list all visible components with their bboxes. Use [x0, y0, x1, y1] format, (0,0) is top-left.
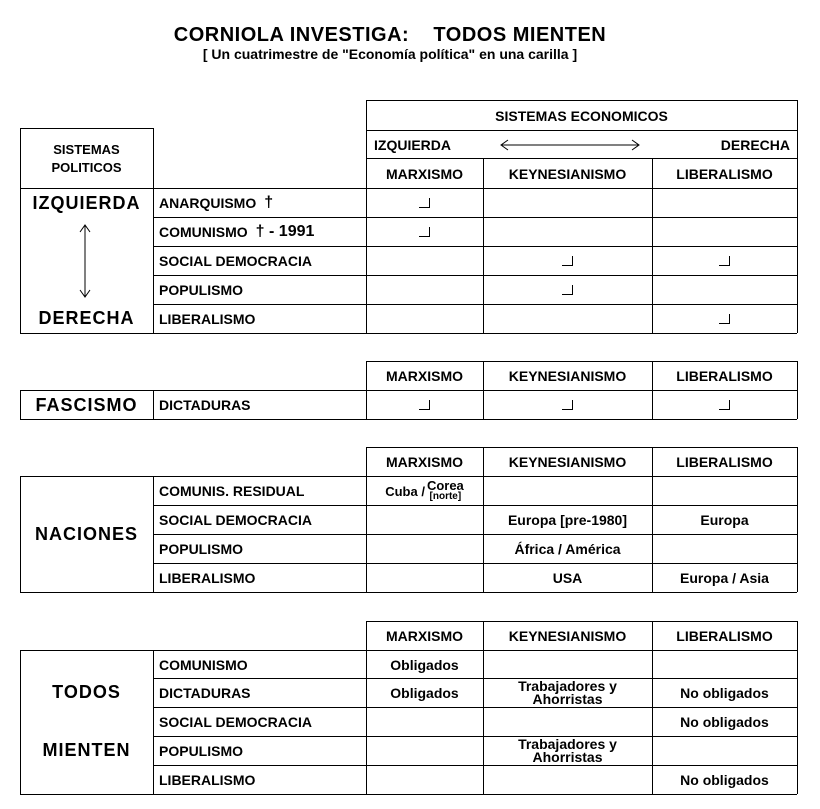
empty-cell: [483, 189, 652, 217]
col-liberalismo: LIBERALISMO: [676, 454, 773, 470]
cell-liberalismo: No obligados: [680, 685, 769, 701]
side-todos: TODOS: [52, 682, 121, 702]
empty-cell: [366, 305, 483, 333]
check-mark-icon: [483, 247, 652, 275]
col-marxismo: MARXISMO: [386, 454, 463, 470]
cell-keynesianismo: [483, 477, 652, 505]
cell-keynesianismo: [483, 679, 652, 707]
check-mark-icon: [483, 276, 652, 304]
row-label: COMUNISMO: [159, 657, 248, 673]
cell-liberalismo: Europa: [700, 512, 749, 528]
empty-cell: [483, 305, 652, 333]
side-fascismo: FASCISMO: [35, 394, 138, 415]
empty-cell: [652, 276, 797, 304]
cell-liberalismo: Europa / Asia: [680, 570, 769, 586]
check-mark-icon: [483, 391, 652, 419]
cell-keynesianismo: [483, 651, 652, 679]
row-label: SOCIAL DEMOCRACIA: [159, 714, 312, 730]
col-keynesianismo: KEYNESIANISMO: [508, 165, 627, 182]
cell-marxismo: [366, 477, 483, 505]
cell-marxismo: [366, 737, 483, 765]
cell-text-line1: Trabajadores y: [518, 679, 617, 694]
header-sistemas-economicos: SISTEMAS ECONOMICOS: [495, 107, 668, 124]
cell-marxismo: [366, 708, 483, 736]
empty-cell: [652, 218, 797, 246]
col-liberalismo: LIBERALISMO: [676, 368, 773, 384]
side-naciones: NACIONES: [34, 524, 138, 544]
row-label: [153, 276, 366, 304]
cell-liberalismo: [652, 535, 797, 563]
row-label-text: COMUNISMO: [159, 224, 248, 240]
row-label: POPULISMO: [159, 743, 244, 759]
row-label: COMUNIS. RESIDUAL: [159, 483, 305, 499]
empty-cell: [366, 247, 483, 275]
row-label-dictaduras: DICTADURAS: [159, 397, 251, 413]
col-keynesianismo: KEYNESIANISMO: [508, 368, 627, 384]
arrow-horizontal-icon: [496, 131, 644, 158]
cell-marxismo: [366, 535, 483, 563]
row-label: [153, 247, 366, 275]
page-title: CORNIOLA INVESTIGA: TODOS MIENTEN: [173, 24, 607, 46]
row-label: LIBERALISMO: [159, 570, 256, 586]
row-label-text: ANARQUISMO: [159, 195, 257, 211]
side-derecha: DERECHA: [38, 308, 135, 328]
col-keynesianismo: KEYNESIANISMO: [508, 454, 627, 470]
cell-liberalismo: No obligados: [680, 714, 769, 730]
row-label: [153, 305, 366, 333]
cell-keynesianismo: USA: [552, 570, 583, 586]
empty-cell: [652, 189, 797, 217]
check-mark-icon: [652, 305, 797, 333]
col-marxismo: MARXISMO: [386, 628, 463, 644]
col-marxismo: MARXISMO: [386, 165, 463, 182]
col-liberalismo: LIBERALISMO: [676, 165, 773, 182]
row-label: [153, 189, 366, 217]
header-sistemas-politicos: [20, 129, 153, 188]
nation-corea-note: [norte]: [429, 491, 462, 502]
arrow-vertical-icon: [78, 222, 92, 305]
col-marxismo: MARXISMO: [386, 368, 463, 384]
dagger-note: † - 1991: [255, 223, 315, 240]
cell-marxismo: Obligados: [390, 685, 459, 701]
check-mark-icon: [652, 391, 797, 419]
cell-keynesianismo: África / América: [514, 541, 621, 557]
row-label-text: POPULISMO: [159, 282, 244, 298]
row-label-text: SOCIAL DEMOCRACIA: [159, 253, 312, 269]
header-sistemas-politicos-text: SISTEMAS POLITICOS: [51, 141, 122, 175]
row-label: POPULISMO: [159, 541, 244, 557]
dagger-note: †: [264, 194, 274, 211]
nation-cuba: Cuba /: [385, 483, 425, 499]
cell-liberalismo: [652, 651, 797, 679]
cell-liberalismo: No obligados: [680, 772, 769, 788]
header-derecha: DERECHA: [720, 136, 790, 153]
cell-keynesianismo: [483, 737, 652, 765]
check-mark-icon: [366, 189, 483, 217]
check-mark-icon: [366, 391, 483, 419]
row-label: DICTADURAS: [159, 685, 251, 701]
check-mark-icon: [652, 247, 797, 275]
cell-marxismo: [366, 564, 483, 592]
nation-corea: Corea: [426, 478, 464, 493]
col-liberalismo: LIBERALISMO: [676, 628, 773, 644]
cell-marxismo: [366, 506, 483, 534]
empty-cell: [366, 276, 483, 304]
cell-text-line2: Ahorristas: [532, 749, 603, 765]
check-mark-icon: [366, 218, 483, 246]
header-izquierda: IZQUIERDA: [374, 136, 451, 153]
cell-liberalismo: [652, 737, 797, 765]
cell-text-line2: Ahorristas: [532, 691, 603, 707]
empty-cell: [483, 218, 652, 246]
cell-keynesianismo: Europa [pre-1980]: [507, 512, 628, 528]
page-subtitle: [ Un cuatrimestre de "Economía política" en una carilla ]: [202, 46, 578, 62]
cell-text-line1: Trabajadores y: [518, 737, 617, 752]
cell-keynesianismo: [483, 766, 652, 794]
cell-marxismo: [366, 766, 483, 794]
row-label: LIBERALISMO: [159, 772, 256, 788]
cell-keynesianismo: [483, 708, 652, 736]
side-izquierda: IZQUIERDA: [32, 192, 141, 213]
row-label: [153, 218, 366, 246]
row-label-text: LIBERALISMO: [159, 311, 256, 327]
side-mienten: MIENTEN: [42, 740, 131, 760]
col-keynesianismo: KEYNESIANISMO: [508, 628, 627, 644]
row-label: SOCIAL DEMOCRACIA: [159, 512, 312, 528]
cell-marxismo: Obligados: [390, 657, 459, 673]
cell-liberalismo: [652, 477, 797, 505]
